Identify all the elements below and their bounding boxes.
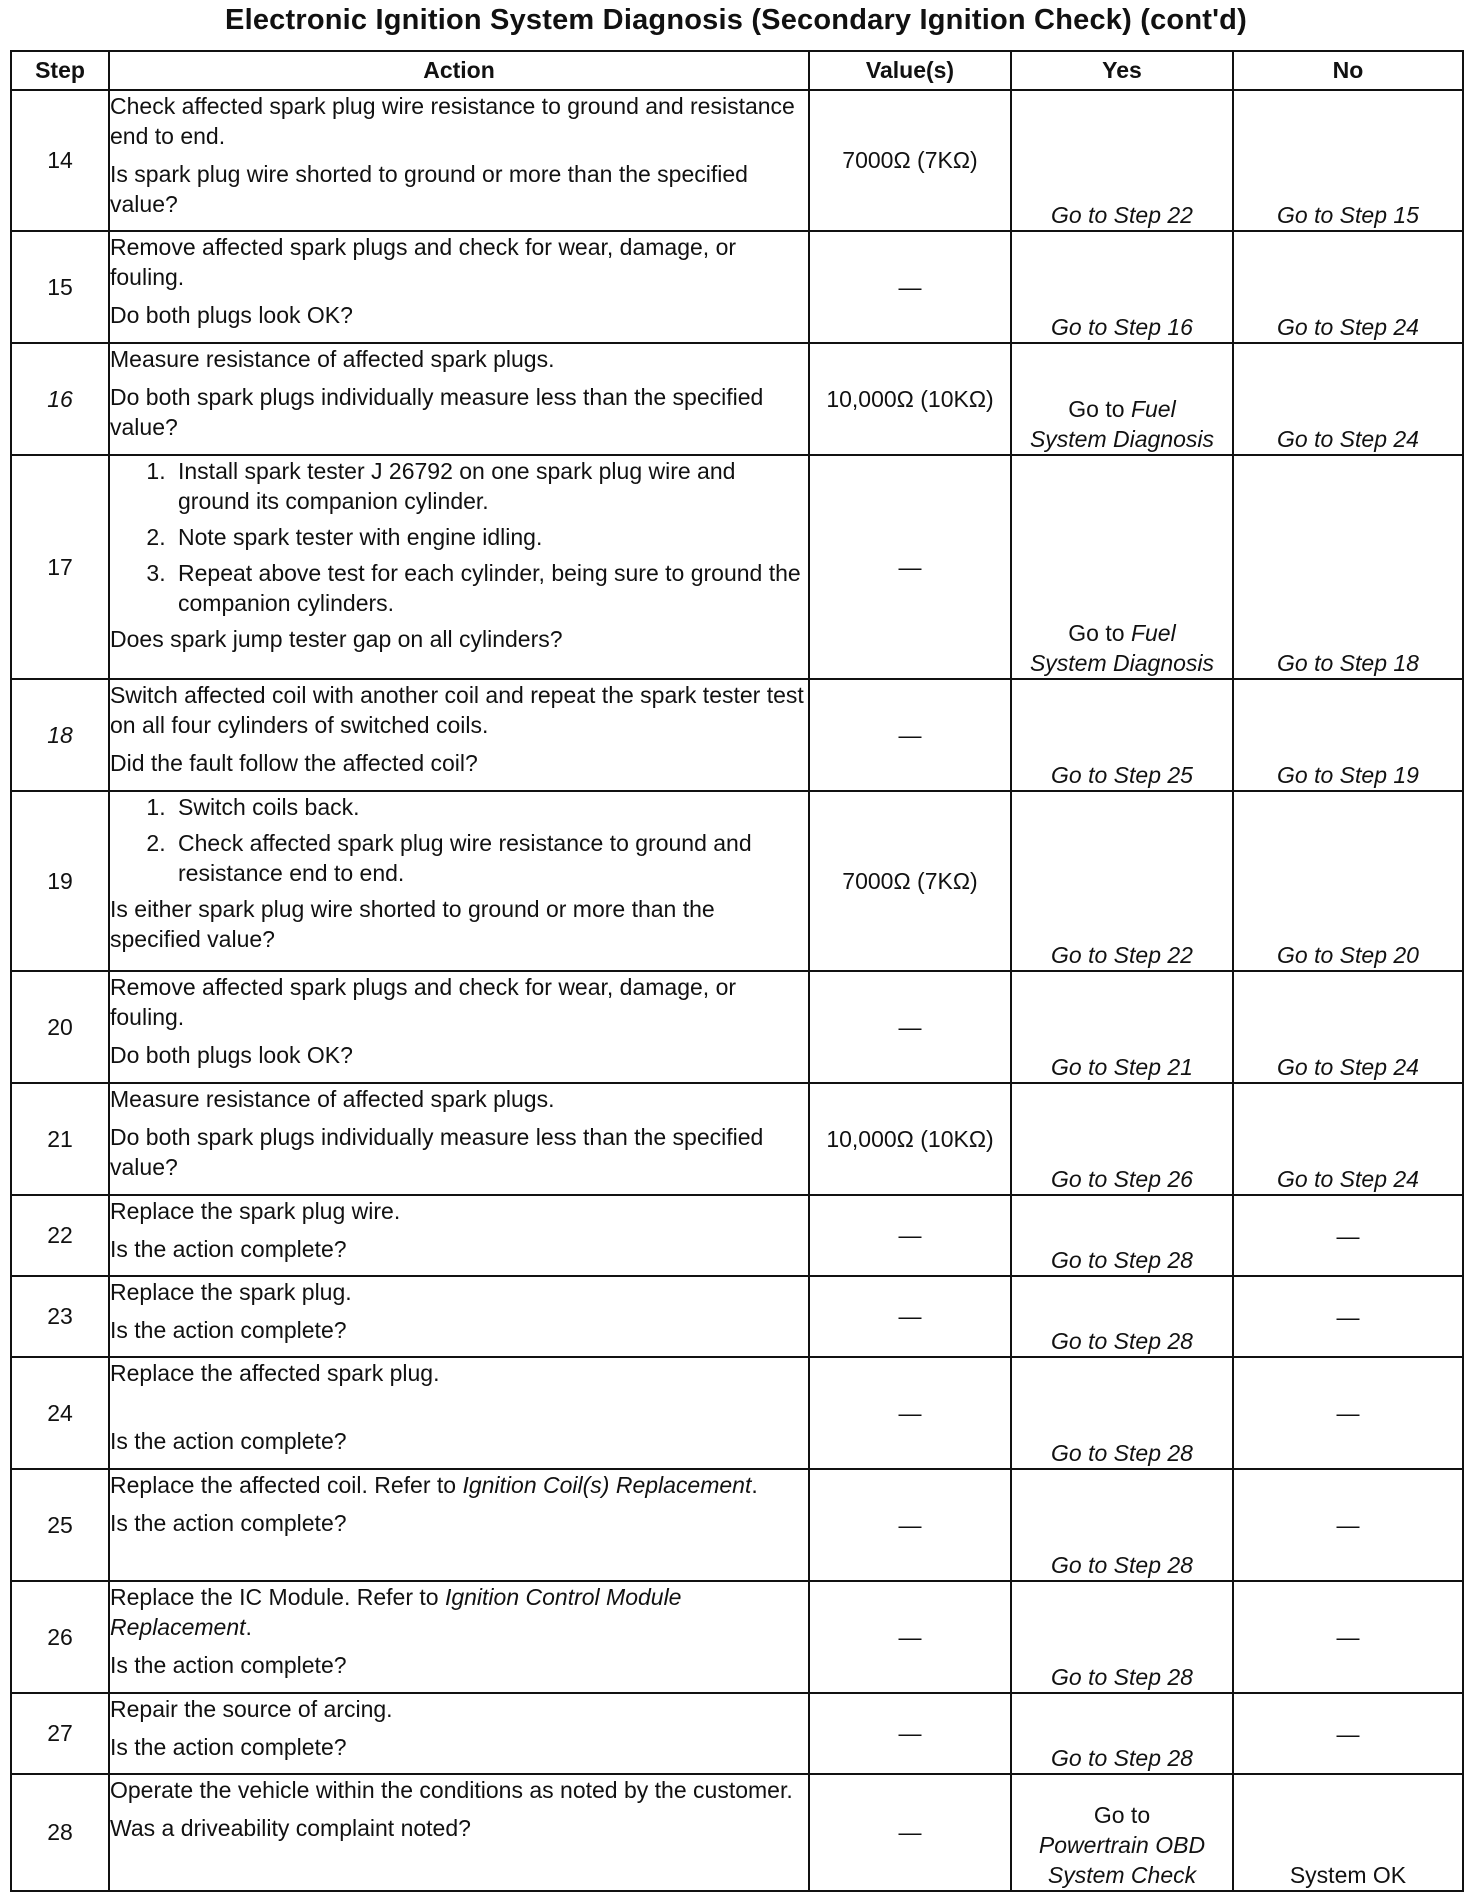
action-reference: Ignition Control Module Replacement (110, 1584, 682, 1640)
yes-cell: Go to Step 22 (1011, 791, 1233, 971)
action-cell (109, 455, 809, 679)
value-cell: — (809, 455, 1011, 679)
action-prefix: Replace the IC Module. Refer to (110, 1584, 445, 1610)
step-number: 19 (11, 791, 109, 971)
yes-cell: Go to Step 16 (1011, 231, 1233, 343)
yes-cell: Go to Step 28 (1011, 1581, 1233, 1693)
no-cell: — (1233, 1469, 1463, 1581)
table-row (11, 231, 1463, 343)
list-item: 3. Repeat above test for each cylinder, being sure to ground the companion cylinders. (172, 558, 808, 618)
step-number: 16 (11, 343, 109, 455)
action-cell (109, 90, 809, 231)
yes-line1: Go to (1093, 1802, 1151, 1828)
action-question: Do both spark plugs individually measure less than the specified value? (110, 1124, 764, 1180)
yes-cell: Go to Step 28 (1011, 1195, 1233, 1276)
yes-line2: System Diagnosis (1029, 426, 1215, 452)
step-number: 26 (11, 1581, 109, 1693)
action-list (110, 792, 808, 888)
value-cell: — (809, 1469, 1011, 1581)
action-question: Did the fault follow the affected coil? (110, 750, 478, 776)
page-title: Electronic Ignition System Diagnosis (Secondary Ignition Check) (cont'd) (225, 4, 1247, 36)
step-number: 18 (11, 679, 109, 791)
table-row (11, 1276, 1463, 1357)
yes-cell: Go to Step 28 (1011, 1469, 1233, 1581)
value-cell: 10,000Ω (10KΩ) (809, 1083, 1011, 1195)
value-cell: — (809, 1276, 1011, 1357)
action-text (110, 1582, 808, 1642)
yes-line3: System Check (1047, 1862, 1197, 1888)
no-cell: — (1233, 1693, 1463, 1774)
no-cell: Go to Step 24 (1233, 231, 1463, 343)
action-text: Remove affected spark plugs and check for wear, damage, or fouling. (110, 234, 737, 290)
step-number: 17 (11, 455, 109, 679)
no-cell: Go to Step 19 (1233, 679, 1463, 791)
table-row (11, 1195, 1463, 1276)
header-values: Value(s) (809, 51, 1011, 90)
table-row (11, 1581, 1463, 1693)
action-cell (109, 1083, 809, 1195)
header-no: No (1233, 51, 1463, 90)
no-cell: Go to Step 24 (1233, 971, 1463, 1083)
table-row (11, 1469, 1463, 1581)
table-row (11, 1083, 1463, 1195)
action-question: Was a driveability complaint noted? (110, 1815, 471, 1841)
action-cell (109, 679, 809, 791)
step-number: 14 (11, 90, 109, 231)
action-cell (109, 971, 809, 1083)
table-row (11, 679, 1463, 791)
yes-cell: Go to Step 21 (1011, 971, 1233, 1083)
table-row (11, 1774, 1463, 1891)
no-cell: Go to Step 24 (1233, 343, 1463, 455)
value-cell: — (809, 231, 1011, 343)
action-cell (109, 1469, 809, 1581)
action-question: Do both plugs look OK? (110, 302, 353, 328)
value-cell: — (809, 1581, 1011, 1693)
step-number: 24 (11, 1357, 109, 1469)
value-cell: — (809, 1357, 1011, 1469)
action-text: Operate the vehicle within the conditions as noted by the customer. (110, 1777, 793, 1803)
action-text: Replace the affected spark plug. (110, 1360, 440, 1386)
no-cell: — (1233, 1357, 1463, 1469)
action-text: Replace the spark plug wire. (110, 1198, 401, 1224)
action-text: Remove affected spark plugs and check for wear, damage, or fouling. (110, 974, 737, 1030)
action-question: Is the action complete? (110, 1236, 347, 1262)
action-question: Is the action complete? (110, 1734, 347, 1760)
action-cell (109, 1276, 809, 1357)
action-text: Measure resistance of affected spark plugs. (110, 1086, 555, 1112)
list-item: 1. Install spark tester J 26792 on one spark plug wire and ground its companion cylinder. (172, 456, 808, 516)
yes-cell (1011, 1774, 1233, 1891)
yes-line2: System Diagnosis (1029, 650, 1215, 676)
action-text: Repair the source of arcing. (110, 1696, 393, 1722)
step-number: 25 (11, 1469, 109, 1581)
yes-line2: Powertrain OBD (1038, 1832, 1206, 1858)
action-text: Check affected spark plug wire resistance to ground and resistance end to end. (110, 93, 795, 149)
no-cell: Go to Step 18 (1233, 455, 1463, 679)
step-number: 22 (11, 1195, 109, 1276)
step-number: 20 (11, 971, 109, 1083)
value-cell: 10,000Ω (10KΩ) (809, 343, 1011, 455)
yes-cell: Go to Step 28 (1011, 1357, 1233, 1469)
yes-prefix: Go to (1068, 396, 1125, 422)
yes-cell (1011, 343, 1233, 455)
action-question: Is the action complete? (110, 1510, 347, 1536)
action-cell (109, 1774, 809, 1891)
action-question: Does spark jump tester gap on all cylinders? (110, 626, 563, 652)
table-row (11, 1357, 1463, 1469)
table-row (11, 90, 1463, 231)
list-item: 2. Note spark tester with engine idling. (172, 522, 808, 552)
action-cell (109, 1357, 809, 1469)
action-question: Is either spark plug wire shorted to ground or more than the specified value? (110, 896, 715, 952)
action-cell (109, 791, 809, 971)
no-cell: — (1233, 1276, 1463, 1357)
value-cell: — (809, 1195, 1011, 1276)
yes-prefix: Go to (1068, 620, 1125, 646)
step-number: 21 (11, 1083, 109, 1195)
yes-cell: Go to Step 28 (1011, 1693, 1233, 1774)
no-cell: Go to Step 15 (1233, 90, 1463, 231)
action-question: Is the action complete? (110, 1428, 347, 1454)
value-cell: 7000Ω (7KΩ) (809, 90, 1011, 231)
action-question: Is the action complete? (110, 1317, 347, 1343)
diagnosis-table (10, 50, 1464, 1892)
action-suffix: . (751, 1472, 758, 1498)
action-text: Replace the spark plug. (110, 1279, 352, 1305)
no-cell: Go to Step 20 (1233, 791, 1463, 971)
yes-cell: Go to Step 22 (1011, 90, 1233, 231)
yes-cell (1011, 455, 1233, 679)
header-yes: Yes (1011, 51, 1233, 90)
action-cell (109, 231, 809, 343)
action-text: Switch affected coil with another coil and repeat the spark tester test on all four cylinders of switched coils. (110, 682, 804, 738)
action-cell (109, 1195, 809, 1276)
value-cell: — (809, 1693, 1011, 1774)
value-cell: — (809, 971, 1011, 1083)
action-cell (109, 1693, 809, 1774)
action-question: Is spark plug wire shorted to ground or more than the specified value? (110, 161, 748, 217)
header-action: Action (109, 51, 809, 90)
action-text: Measure resistance of affected spark plugs. (110, 346, 555, 372)
action-prefix: Replace the affected coil. Refer to (110, 1472, 463, 1498)
header-step: Step (11, 51, 109, 90)
action-question: Do both spark plugs individually measure less than the specified value? (110, 384, 764, 440)
action-reference: Ignition Coil(s) Replacement (462, 1472, 752, 1498)
list-item: 2. Check affected spark plug wire resistance to ground and resistance end to end. (172, 828, 808, 888)
action-question: Is the action complete? (110, 1652, 347, 1678)
list-item: 1. Switch coils back. (172, 792, 808, 822)
step-number: 23 (11, 1276, 109, 1357)
action-list (110, 456, 808, 618)
yes-link-part: Fuel (1130, 396, 1176, 422)
value-cell: — (809, 679, 1011, 791)
table-row (11, 455, 1463, 679)
yes-link-part: Fuel (1130, 620, 1176, 646)
yes-cell: Go to Step 25 (1011, 679, 1233, 791)
table-row (11, 343, 1463, 455)
table-row (11, 1693, 1463, 1774)
yes-cell: Go to Step 26 (1011, 1083, 1233, 1195)
value-cell: 7000Ω (7KΩ) (809, 791, 1011, 971)
no-cell: — (1233, 1581, 1463, 1693)
no-cell: — (1233, 1195, 1463, 1276)
step-number: 28 (11, 1774, 109, 1891)
table-row (11, 971, 1463, 1083)
no-cell: Go to Step 24 (1233, 1083, 1463, 1195)
yes-cell: Go to Step 28 (1011, 1276, 1233, 1357)
action-cell (109, 343, 809, 455)
action-question: Do both plugs look OK? (110, 1042, 353, 1068)
no-cell: System OK (1233, 1774, 1463, 1891)
header-row (11, 51, 1463, 90)
step-number: 15 (11, 231, 109, 343)
value-cell: — (809, 1774, 1011, 1891)
action-text (110, 1470, 808, 1500)
step-number: 27 (11, 1693, 109, 1774)
table-row (11, 791, 1463, 971)
action-cell (109, 1581, 809, 1693)
action-suffix: . (245, 1614, 252, 1640)
